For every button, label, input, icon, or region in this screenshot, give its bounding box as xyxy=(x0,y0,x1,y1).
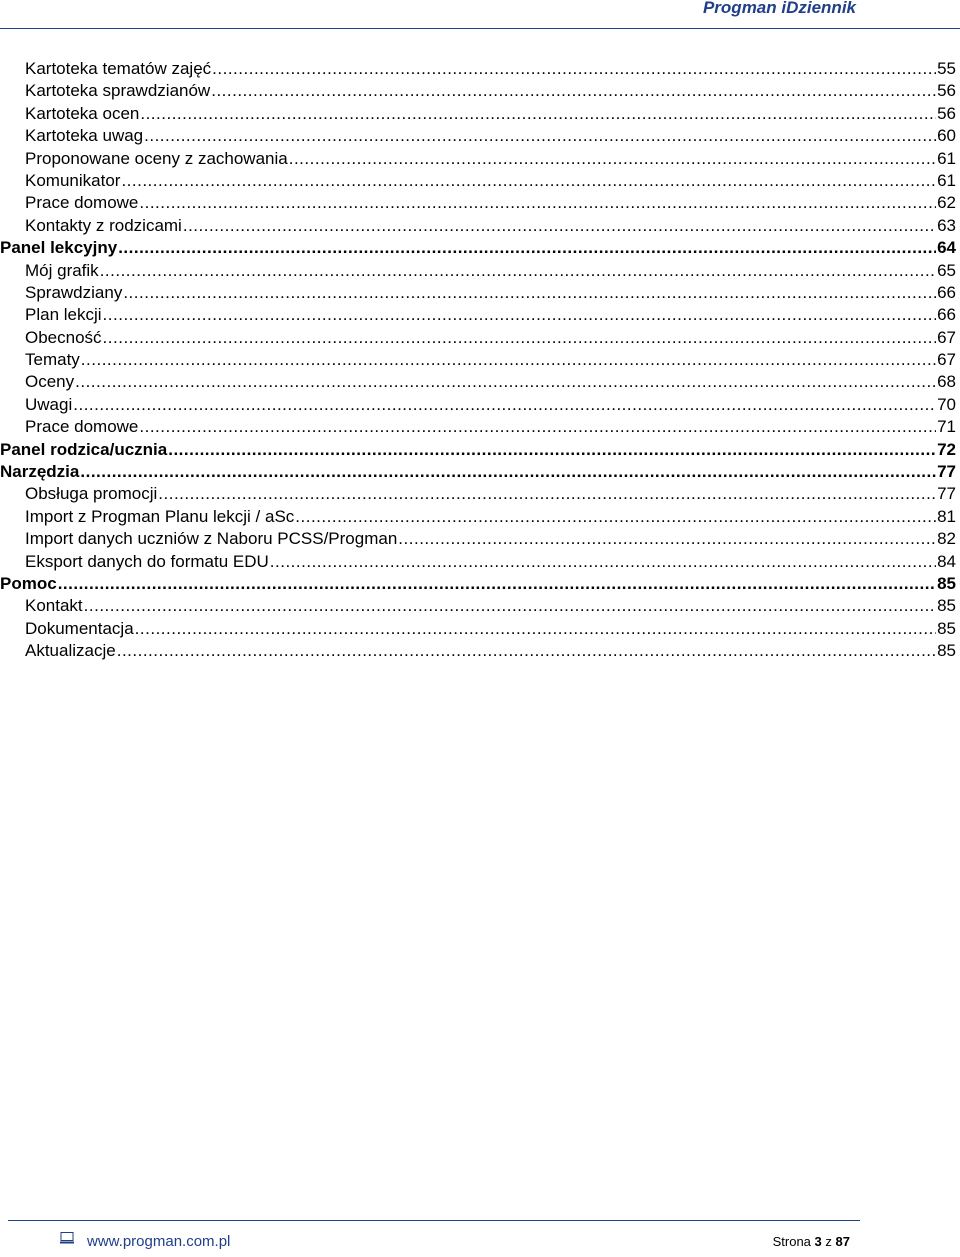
toc-subsection-entry[interactable] xyxy=(0,528,956,550)
toc-dot-leader xyxy=(139,192,936,214)
toc-entry-label: Pomoc xyxy=(0,573,57,593)
toc-subsection-entry[interactable] xyxy=(0,304,956,326)
toc-dot-leader xyxy=(211,80,936,102)
toc-dot-leader xyxy=(117,640,936,662)
toc-dot-leader xyxy=(135,618,936,640)
toc-subsection-entry[interactable] xyxy=(0,282,956,304)
toc-entry-label: Panel lekcyjny xyxy=(0,238,118,258)
toc-entry-page: 71 xyxy=(937,417,956,437)
page-header-title: Progman iDziennik xyxy=(702,0,856,17)
toc-entry-page: 85 xyxy=(937,596,956,616)
toc-entry-label: Prace domowe xyxy=(25,193,139,213)
toc-entry-label: Kartoteka tematów zajęć xyxy=(25,59,212,78)
toc-dot-leader xyxy=(123,282,936,304)
toc-dot-leader xyxy=(80,461,936,483)
toc-entry-page: 62 xyxy=(937,193,956,213)
toc-entry-label: Dokumentacja xyxy=(25,618,134,638)
toc-entry-label: Import danych uczniów z Naboru PCSS/Progman xyxy=(25,529,398,549)
page-total: 87 xyxy=(835,1234,850,1249)
toc-dot-leader xyxy=(140,103,936,125)
toc-subsection-entry[interactable] xyxy=(0,103,956,125)
toc-subsection-entry[interactable] xyxy=(0,551,956,573)
toc-subsection-entry[interactable] xyxy=(0,148,956,170)
toc-entry-label: Kartoteka uwag xyxy=(25,126,144,146)
toc-section-entry[interactable] xyxy=(0,439,956,461)
toc-section-entry[interactable] xyxy=(0,573,956,595)
toc-entry-page: 65 xyxy=(937,260,956,280)
toc-entry-page: 82 xyxy=(937,529,956,549)
toc-entry-page: 55 xyxy=(937,59,956,78)
toc-entry-label: Uwagi xyxy=(25,394,73,414)
toc-dot-leader xyxy=(398,528,936,550)
toc-dot-leader xyxy=(139,416,936,438)
toc-dot-leader xyxy=(289,148,936,170)
toc-entry-label: Komunikator xyxy=(25,170,121,190)
toc-entry-page: 77 xyxy=(937,484,956,504)
toc-dot-leader xyxy=(81,349,936,371)
footer-divider xyxy=(8,1220,860,1221)
toc-entry-label: Narzędzia xyxy=(0,462,80,482)
toc-dot-leader xyxy=(168,439,936,461)
toc-dot-leader xyxy=(84,595,936,617)
toc-dot-leader xyxy=(103,327,937,349)
page-prefix: Strona xyxy=(772,1234,811,1249)
toc-subsection-entry[interactable] xyxy=(0,170,956,192)
toc-section-entry[interactable] xyxy=(0,461,956,483)
footer-page-number xyxy=(773,1234,850,1249)
toc-entry-page: 64 xyxy=(937,238,956,258)
toc-subsection-entry[interactable] xyxy=(0,595,956,617)
table-of-contents xyxy=(0,58,956,663)
toc-entry-label: Prace domowe xyxy=(25,417,139,437)
toc-subsection-entry[interactable] xyxy=(0,506,956,528)
toc-section-entry[interactable] xyxy=(0,237,956,259)
toc-entry-page: 84 xyxy=(937,551,956,571)
toc-entry-page: 61 xyxy=(937,170,956,190)
toc-subsection-entry[interactable] xyxy=(0,327,956,349)
toc-dot-leader xyxy=(295,506,936,528)
toc-entry-page: 63 xyxy=(937,215,956,235)
toc-dot-leader xyxy=(183,215,936,237)
toc-entry-page: 77 xyxy=(937,462,956,482)
toc-subsection-entry[interactable] xyxy=(0,618,956,640)
toc-dot-leader xyxy=(212,58,936,80)
toc-entry-label: Sprawdziany xyxy=(25,282,123,302)
toc-entry-page: 72 xyxy=(937,439,956,459)
page-separator: z xyxy=(825,1234,832,1249)
toc-entry-label: Aktualizacje xyxy=(25,641,116,661)
toc-entry-label: Eksport danych do formatu EDU xyxy=(25,551,269,571)
toc-subsection-entry[interactable] xyxy=(0,349,956,371)
toc-entry-page: 81 xyxy=(937,506,956,526)
toc-dot-leader xyxy=(75,371,936,393)
toc-entry-page: 66 xyxy=(937,305,956,325)
toc-entry-label: Proponowane oceny z zachowania xyxy=(25,148,288,168)
footer-website-link[interactable]: www.progman.com.pl xyxy=(87,1233,231,1250)
toc-entry-label: Plan lekcji xyxy=(25,305,102,325)
toc-entry-page: 68 xyxy=(937,372,956,392)
toc-subsection-entry[interactable] xyxy=(0,260,956,282)
toc-entry-label: Obsługa promocji xyxy=(25,484,158,504)
toc-subsection-entry[interactable] xyxy=(0,58,956,80)
toc-dot-leader xyxy=(73,394,936,416)
toc-entry-label: Tematy xyxy=(25,350,80,370)
toc-entry-page: 61 xyxy=(937,148,956,168)
toc-subsection-entry[interactable] xyxy=(0,215,956,237)
toc-entry-label: Kartoteka ocen xyxy=(25,103,140,123)
toc-subsection-entry[interactable] xyxy=(0,80,956,102)
toc-dot-leader xyxy=(100,260,936,282)
toc-entry-label: Kartoteka sprawdzianów xyxy=(25,81,211,101)
monitor-icon xyxy=(60,1232,74,1244)
toc-entry-page: 67 xyxy=(937,327,956,347)
toc-subsection-entry[interactable] xyxy=(0,371,956,393)
toc-entry-page: 66 xyxy=(937,282,956,302)
toc-dot-leader xyxy=(158,483,936,505)
toc-entry-label: Panel rodzica/ucznia xyxy=(0,439,168,459)
toc-entry-label: Kontakty z rodzicami xyxy=(25,215,182,235)
header-divider xyxy=(0,28,960,29)
page-current: 3 xyxy=(814,1234,822,1249)
toc-subsection-entry[interactable] xyxy=(0,125,956,147)
toc-dot-leader xyxy=(144,125,936,147)
toc-entry-page: 56 xyxy=(937,81,956,101)
toc-entry-label: Import z Progman Planu lekcji / aSc xyxy=(25,506,295,526)
toc-subsection-entry[interactable] xyxy=(0,192,956,214)
toc-subsection-entry[interactable] xyxy=(0,483,956,505)
toc-entry-label: Mój grafik xyxy=(25,260,99,280)
toc-entry-page: 85 xyxy=(937,641,956,661)
toc-subsection-entry[interactable] xyxy=(0,394,956,416)
toc-subsection-entry[interactable] xyxy=(0,416,956,438)
toc-entry-page: 60 xyxy=(937,126,956,146)
toc-dot-leader xyxy=(103,304,937,326)
toc-dot-leader xyxy=(270,551,936,573)
toc-dot-leader xyxy=(58,573,936,595)
toc-entry-page: 85 xyxy=(937,573,956,593)
toc-entry-page: 85 xyxy=(937,618,956,638)
toc-entry-label: Obecność xyxy=(25,327,102,347)
toc-entry-label: Oceny xyxy=(25,372,75,392)
toc-dot-leader xyxy=(118,237,936,259)
toc-entry-page: 70 xyxy=(937,394,956,414)
toc-entry-label: Kontakt xyxy=(25,596,83,616)
toc-subsection-entry[interactable] xyxy=(0,640,956,662)
toc-entry-page: 56 xyxy=(937,103,956,123)
toc-dot-leader xyxy=(121,170,936,192)
toc-entry-page: 67 xyxy=(937,350,956,370)
